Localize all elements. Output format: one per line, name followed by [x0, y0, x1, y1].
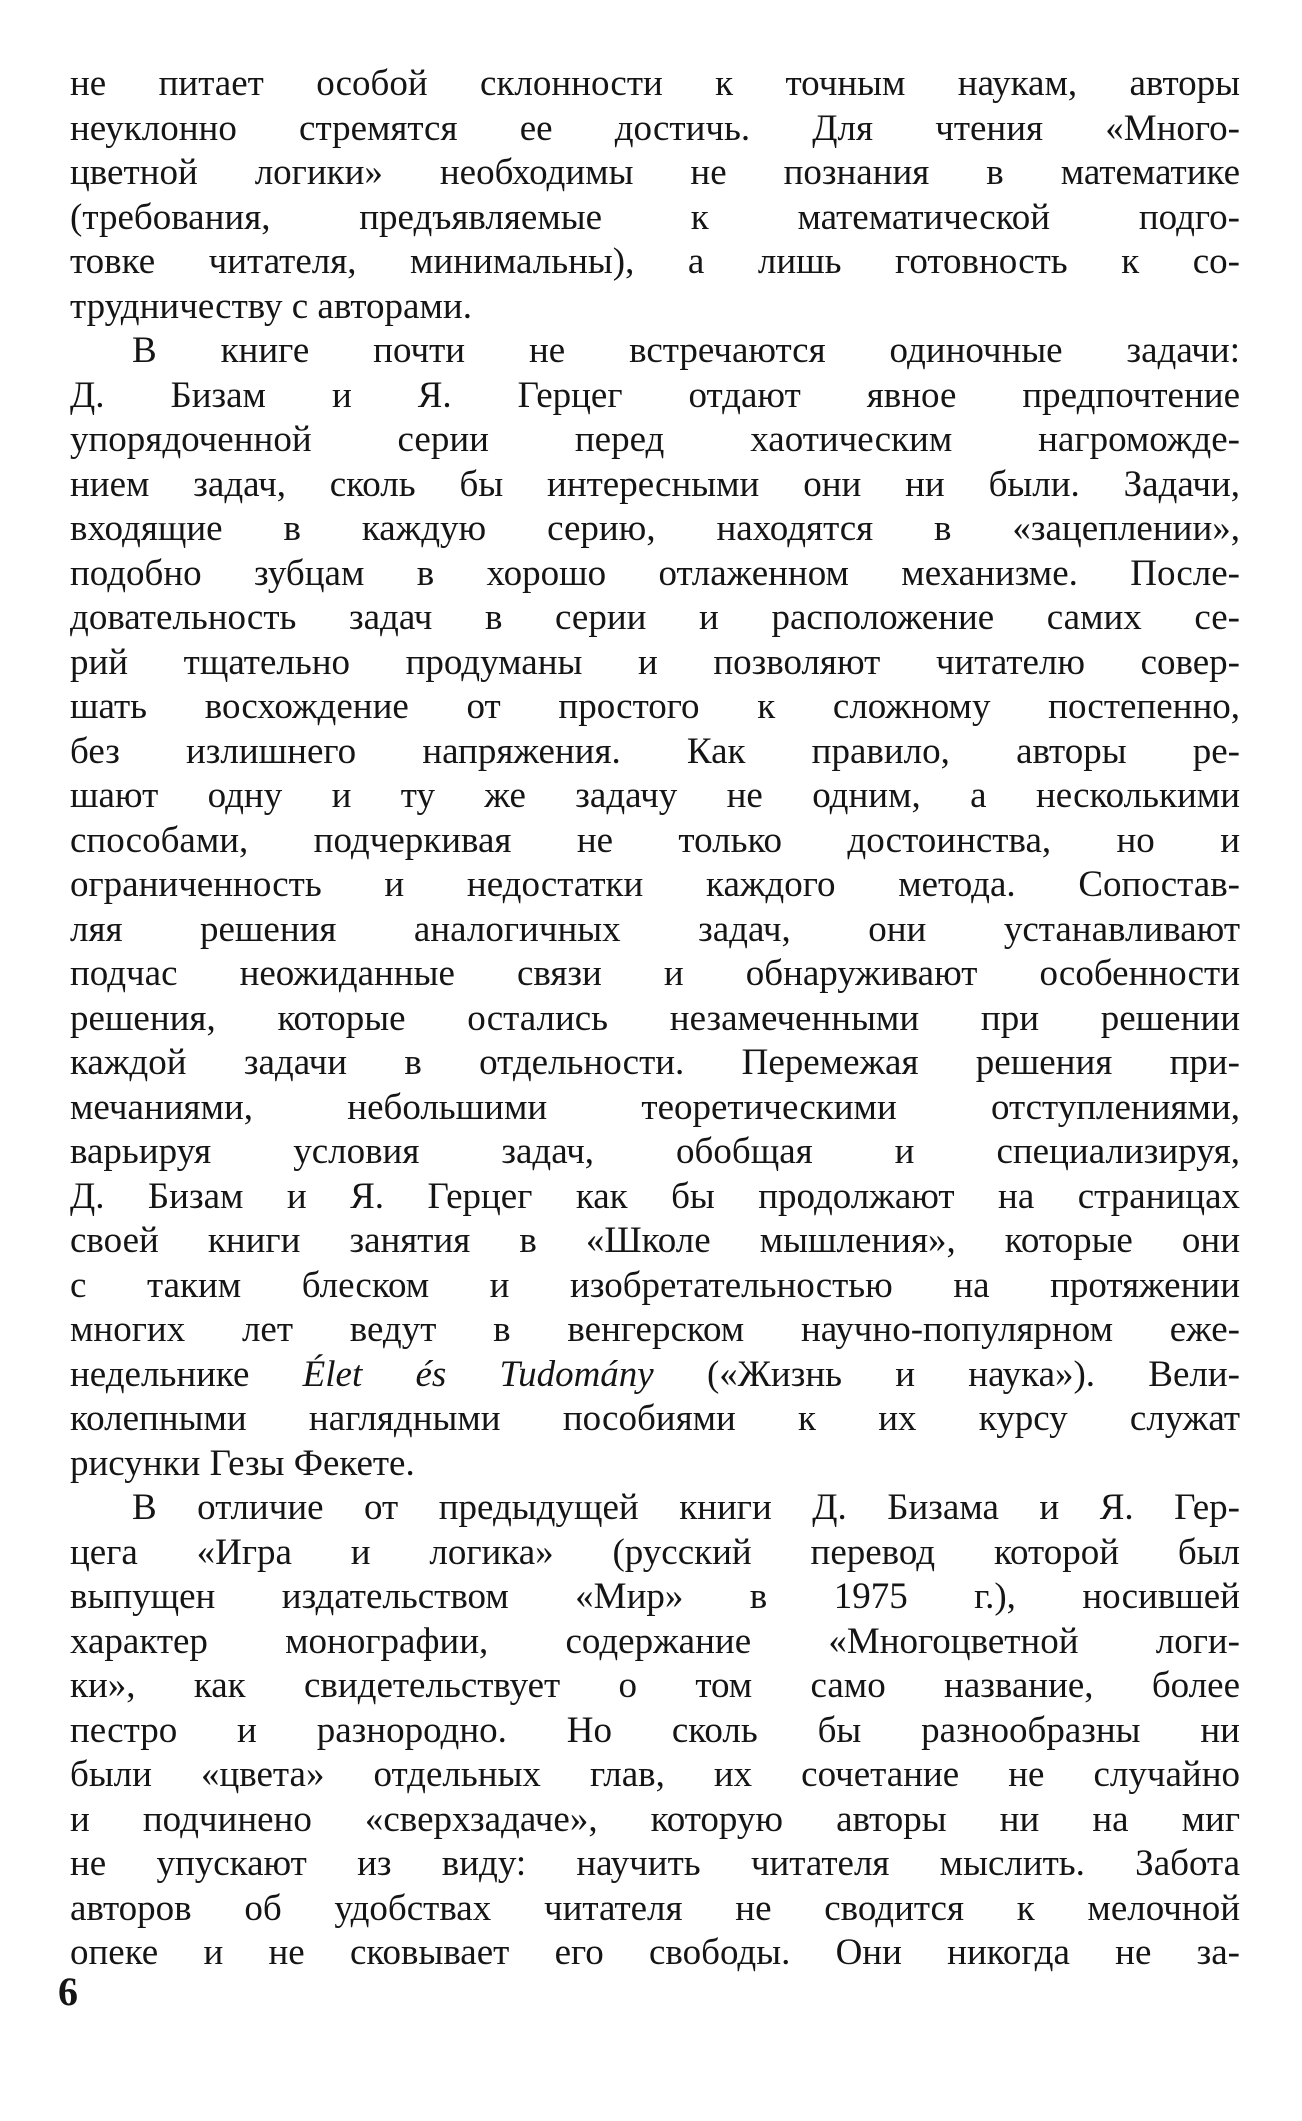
text-line: цветной логики» необходимы не познания в математике — [70, 152, 1240, 193]
text-line: ляя решения аналогичных задач, они устанавливают — [70, 908, 1240, 950]
text-line: В отличие от предыдущей книги Д. Бизама и Я. Гер- — [132, 1487, 1240, 1528]
text-line: своей книги занятия в «Школе мышления», которые они — [70, 1220, 1240, 1261]
text-line: (требования, предъявляемые к математической подго- — [70, 196, 1240, 238]
text-line: трудничеству с авторами. — [70, 285, 472, 327]
text-line: довательность задач в серии и расположение самих се- — [70, 597, 1240, 638]
text-line-with-italic-title — [70, 1353, 1240, 1398]
text-line: подобно зубцам в хорошо отлаженном механизме. После- — [70, 552, 1240, 594]
text-line: нием задач, сколь бы интересными они ни были. Задачи, — [70, 463, 1240, 505]
text-line: колепными наглядными пособиями к их курсу служат — [70, 1398, 1240, 1439]
text-line: шают одну и ту же задачу не одним, а несколькими — [70, 775, 1240, 816]
text-line: мечаниями, небольшими теоретическими отступлениями, — [70, 1086, 1240, 1128]
text-line: характер монографии, содержание «Многоцветной логи- — [70, 1620, 1240, 1662]
text-line: подчас неожиданные связи и обнаруживают особенности — [70, 953, 1240, 994]
text-line: и подчинено «сверхзадаче», которую авторы ни на миг — [70, 1798, 1240, 1840]
paragraph-3 — [70, 1486, 1240, 1976]
text-line: рисунки Гезы Фекете. — [70, 1442, 415, 1484]
text-line: варьируя условия задач, обобщая и специализируя, — [70, 1131, 1240, 1172]
text-line: решения, которые остались незамеченными при решении — [70, 997, 1240, 1039]
text-line: каждой задачи в отдельности. Перемежая решения при- — [70, 1042, 1240, 1083]
text-line: без излишнего напряжения. Как правило, авторы ре- — [70, 730, 1240, 772]
text-line: многих лет ведут в венгерском научно-популярном еже- — [70, 1309, 1240, 1350]
text-fragment: («Жизнь и наука»). Вели- — [653, 1353, 1240, 1395]
text-line: не упускают из виду: научить читателя мыслить. Забота — [70, 1843, 1240, 1884]
text-line: товке читателя, минимальны), а лишь готовность к со- — [70, 241, 1240, 282]
text-line: В книге почти не встречаются одиночные задачи: — [132, 330, 1240, 371]
text-line: ки», как свидетельствует о том само название, более — [70, 1665, 1240, 1706]
text-line: опеке и не сковывает его свободы. Они никогда не за- — [70, 1932, 1240, 1973]
text-line: не питает особой склонности к точным наукам, авторы — [70, 63, 1240, 104]
text-line: цега «Игра и логика» (русский перевод которой был — [70, 1531, 1240, 1573]
magazine-title: Élet és Tudomány — [302, 1353, 654, 1395]
text-line: выпущен издательством «Мир» в 1975 г.), носившей — [70, 1576, 1240, 1617]
page-number: 6 — [58, 1969, 78, 2014]
text-line: пестро и разнородно. Но сколь бы разнообразны ни — [70, 1709, 1240, 1751]
text-line: авторов об удобствах читателя не сводится к мелочной — [70, 1887, 1240, 1929]
paragraph-2 — [70, 329, 1240, 1486]
page-body — [70, 62, 1240, 1976]
text-line: ограниченность и недостатки каждого метода. Сопостав- — [70, 864, 1240, 905]
text-line: рий тщательно продуманы и позволяют читателю совер- — [70, 641, 1240, 683]
paragraph-1 — [70, 62, 1240, 329]
text-line: способами, подчеркивая не только достоинства, но и — [70, 819, 1240, 861]
text-line: с таким блеском и изобретательностью на протяжении — [70, 1264, 1240, 1306]
text-line: упорядоченной серии перед хаотическим нагроможде- — [70, 419, 1240, 460]
text-line: Д. Бизам и Я. Герцег как бы продолжают на страницах — [70, 1175, 1240, 1217]
text-line: были «цвета» отдельных глав, их сочетание не случайно — [70, 1754, 1240, 1795]
text-line: Д. Бизам и Я. Герцег отдают явное предпочтение — [70, 374, 1240, 416]
text-fragment: недельнике — [70, 1353, 303, 1395]
text-line: неуклонно стремятся ее достичь. Для чтения «Много- — [70, 107, 1240, 149]
text-line: шать восхождение от простого к сложному постепенно, — [70, 686, 1240, 727]
text-line: входящие в каждую серию, находятся в «зацеплении», — [70, 508, 1240, 549]
